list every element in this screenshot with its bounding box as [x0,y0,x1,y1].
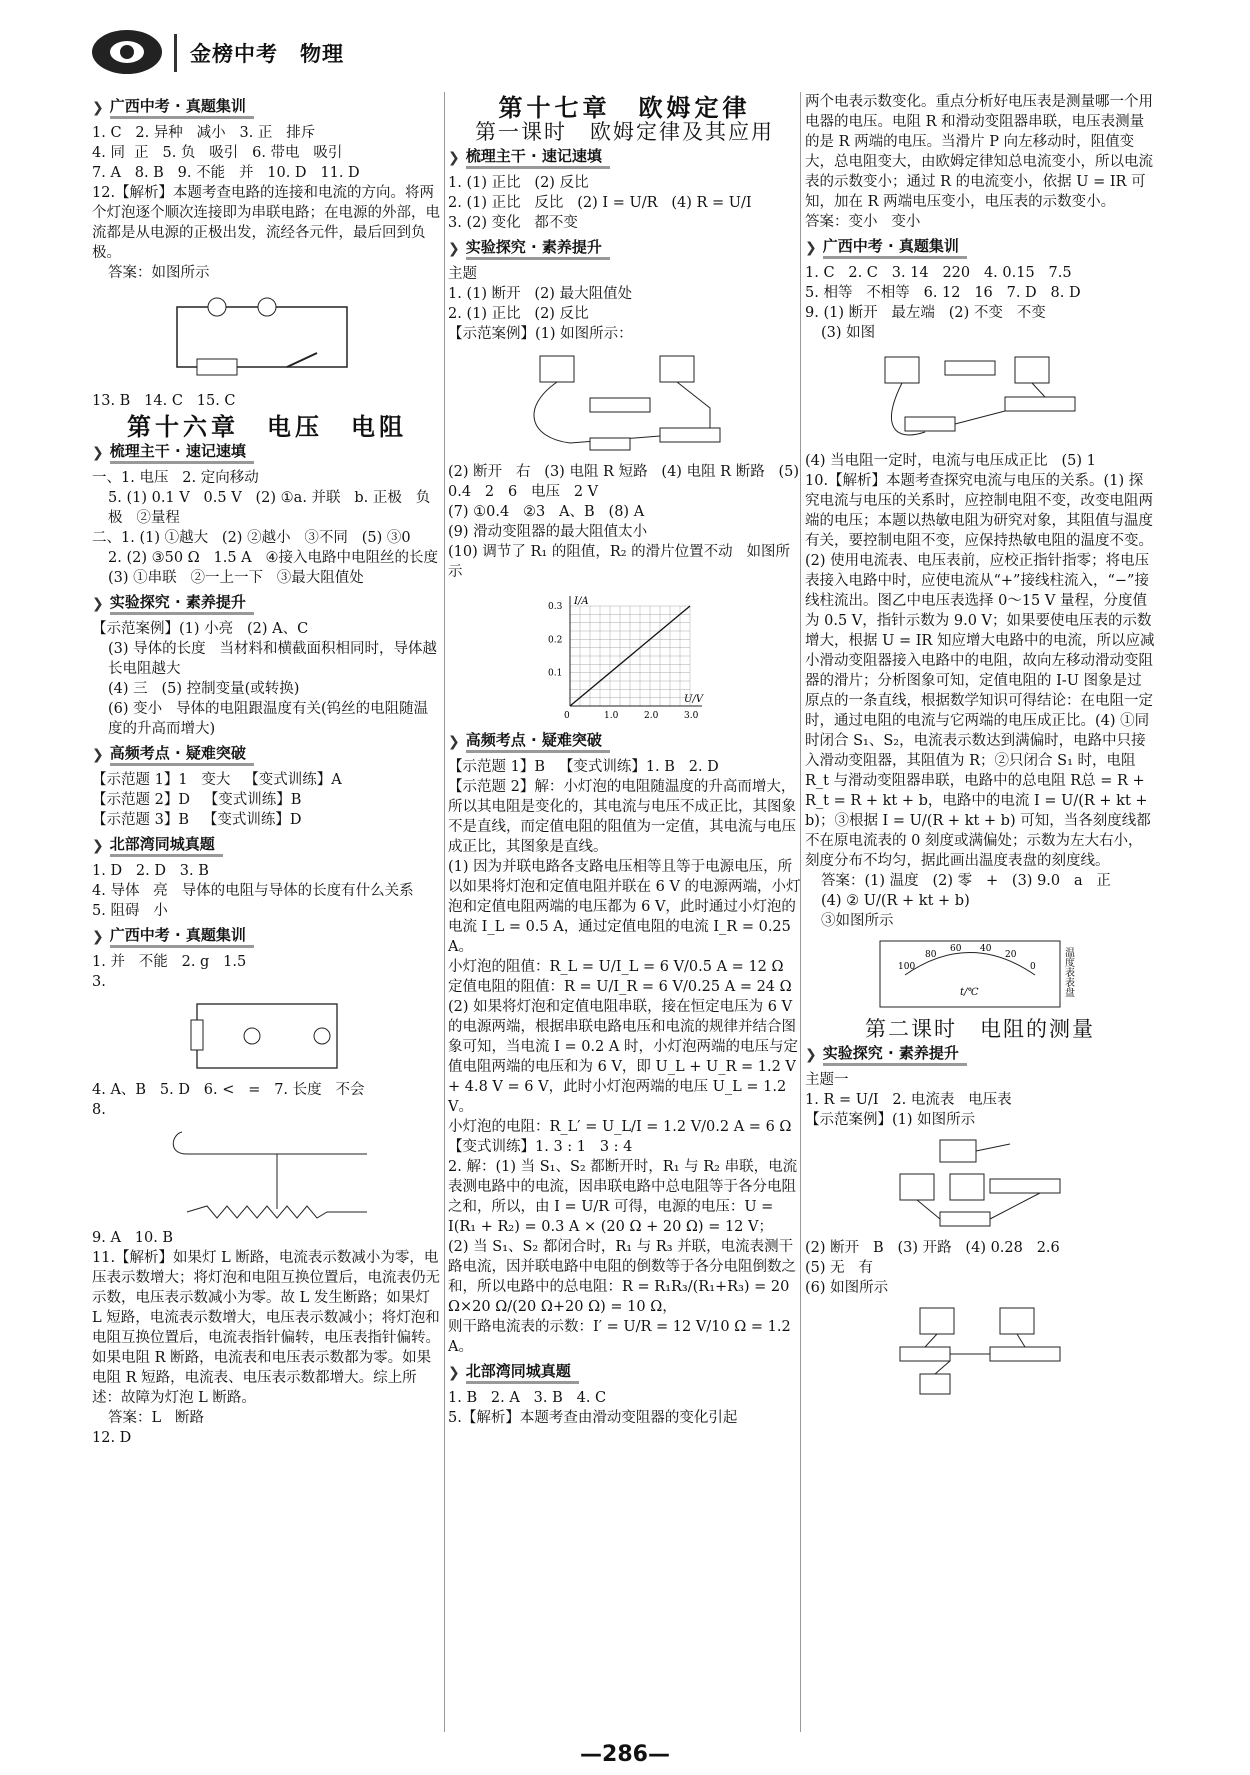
section-heading: ❯ 广西中考 · 真题集训 [92,925,442,948]
answer-line: 1. B 2. A 3. B 4. C [448,1390,607,1406]
answer-line: 【变式训练】1. 3 : 1 3 : 4 [448,1139,633,1155]
answer-line: 主题一 [805,1072,849,1088]
section-heading: ❯ 梳理主干 · 速记速填 [448,146,801,169]
column-3 [805,92,1155,1406]
chevron-icon: ❯ [92,595,104,612]
experiment-circuit-figure [880,1134,1080,1234]
temperature-dial-figure [850,935,1110,1015]
answer-line: 一、1. 电压 2. 定向移动 [92,470,259,486]
section-heading: ❯ 广西中考 · 真题集训 [805,236,1155,259]
chapter-title: 第十六章 电压 电阻 [127,413,407,441]
answer-line: 3. [92,974,106,990]
x-axis-label: U/V [683,694,703,705]
answer-line: (6) 如图所示 [805,1280,889,1296]
chevron-icon: ❯ [448,240,460,257]
answer-line: 8. [92,1102,106,1118]
answer-line: 主题 [448,266,477,282]
experiment-circuit-figure [865,347,1095,447]
section-heading: ❯ 北部湾同城真题 [92,834,442,857]
dial-tick-label: 20 [1005,950,1017,960]
answer-line: (6) 变小 导体的电阻跟温度有关(钨丝的电阻随温度的升高而增大) [108,701,429,737]
experiment-circuit-figure [880,1302,1080,1402]
answer-line: 答案：如图所示 [108,265,210,281]
formula-line: 小灯泡的阻值：R_L = U/I_L = 6 V/0.5 A = 12 Ω [448,959,784,975]
explanation: 2. 解：(1) 当 S₁、S₂ 都断开时，R₁ 与 R₂ 串联，电流表测电路中的电流，因串联电路中总电阻等于各分电阻之和，所以，由 I = U/R 可得，电源的电压：U = I(R₁ + R₂) = 0.3 A × (20 Ω + 20 Ω) = 12 V； [448,1159,798,1235]
slide-rheostat-diagram [147,1124,387,1224]
chevron-icon: ❯ [92,928,104,945]
answer-line: 1. D 2. D 3. B [92,863,209,879]
answer-line: (4) 三 (5) 控制变量(或转换) [108,681,300,697]
iu-graph [540,586,710,726]
x-tick-label: 3.0 [683,711,698,721]
page-header [92,30,422,76]
answer-line: 4. 导体 亮 导体的电阻与导体的长度有什么关系 [92,883,414,899]
lesson-title: 第二课时 电阻的测量 [865,1017,1095,1041]
answer-line: 5. 相等 不相等 6. 12 16 7. D 8. D [805,285,1081,301]
explanation: 11.【解析】如果灯 L 断路，电流表示数减小为零，电压表示数增大；将灯泡和电阻互换位置后，电流表仍无示数，电压表示数减小为零。故 L 发生断路；如果灯 L 短路，电流表示数增大，电压表示数减小；将灯泡和电阻互换位置后，电流表指针偏转，电压表指针偏转。如果电阻 R 断路，电流表和电压表示数都为零。如果电阻 R 短路，电流表、电压表示数都增大。综上所述：故障为灯泡 L 断路。 [92,1250,440,1406]
answer-line: (5) 无 有 [805,1260,873,1276]
chevron-icon: ❯ [805,239,817,256]
answer-line: (2) 断开 右 (3) 电阻 R 短路 (4) 电阻 R 断路 (5) 0.4 2 6 电压 2 V [448,464,804,500]
section-heading: ❯ 实验探究 · 素养提升 [92,592,442,615]
answer-line: (3) 导体的长度 当材料和横截面积相同时，导体越长电阻越大 [108,641,437,677]
answer-line: 4. 同 正 5. 负 吸引 6. 带电 吸引 [92,145,343,161]
answer-line: 答案：L 断路 [108,1410,204,1426]
series-circuit-figure [157,287,377,387]
chevron-icon: ❯ [805,1046,817,1063]
column-1 [92,92,442,1448]
chevron-icon: ❯ [448,733,460,750]
answer-line: 12. D [92,1430,132,1446]
answer-line: 二、1. (1) ①越大 (2) ②越小 ③不同 (5) ③0 [92,530,411,546]
answer-line: 1. 并 不能 2. g 1.5 [92,954,247,970]
page-number: —286— [580,1742,670,1767]
x-tick-label: 2.0 [643,711,658,721]
dial-tick-label: 100 [898,962,916,972]
answer-line: 【示范案例】(1) 如图所示 [805,1112,976,1128]
experiment-circuit-figure [510,348,740,458]
answer-line: 3. (2) 变化 都不变 [448,215,578,231]
answer-line: 答案：变小 变小 [805,214,921,230]
answer-line: 13. B 14. C 15. C [92,393,236,409]
section-heading: ❯ 实验探究 · 素养提升 [448,237,801,260]
answer-line: (7) ①0.4 ②3 A、B (8) A [448,504,645,520]
section-heading: ❯ 广西中考 · 真题集训 [92,96,442,119]
answer-line: 【示范题 1】B 【变式训练】1. B 2. D [448,759,719,775]
header-title: 金榜中考 物理 [190,42,344,66]
answer-line: 1. (1) 断开 (2) 最大阻值处 [448,286,633,302]
y-tick-label: 0.1 [547,668,562,679]
answer-line: 1. C 2. C 3. 14 220 4. 0.15 7.5 [805,265,1072,281]
header-divider [174,34,177,72]
explanation: 【示范题 2】解：小灯泡的电阻随温度的升高而增大，所以其电阻是变化的，其电流与电压不成正比，其图象不是直线，而定值电阻的阻值为一定值，其电流与电压成正比，其图象是直线。 [448,779,796,855]
answer-line: 【示范题 2】D 【变式训练】B [92,792,302,808]
circuit-diagram [177,996,357,1076]
y-axis-label: I/A [573,596,589,607]
x-tick-label: 0 [563,711,570,721]
answer-line: ③如图所示 [821,913,894,929]
answer-line: (9) 滑动变阻器的最大阻值太小 [448,524,648,540]
explanation: 两个电表示数变化。重点分析好电压表是测量哪一个用电器的电压。电阻 R 和滑动变阻器串联，电压表测量的是 R 两端的电压。当滑片 P 向左移动时，阻值变大，总电阻变大，由欧姆定律知总电流变小，所以电流表的示数变小；通过 R 的电流变小，依据 U = IR 可知，加在 R 两端电压变小，电压表的示数变小。 [805,94,1153,210]
column-2 [448,92,804,1428]
answer-line: 1. R = U/I 2. 电流表 电压表 [805,1092,1012,1108]
formula-line: 则干路电流表的示数：I′ = U/R = 12 V/10 Ω = 1.2 A。 [448,1319,796,1355]
section-heading: ❯ 高频考点 · 疑难突破 [92,743,442,766]
answer-line: 【示范题 3】B 【变式训练】D [92,812,302,828]
answer-line: 1. (1) 正比 (2) 反比 [448,175,589,191]
answer-line: 5. 阻碍 小 [92,903,168,919]
answer-line: (10) 调节了 R₁ 的阻值，R₂ 的滑片位置不动 如图所示 [448,544,790,580]
explanation: (2) 如果将灯泡和定值电阻串联，接在恒定电压为 6 V 的电源两端，根据串联电路电压和电流的规律并结合图象可知，当电流 I = 0.2 A 时，小灯泡两端的电压与定值电阻两端的电压和为 6 V，即 U_L + U_R = 1.2 V + 4.8 V = 6 V，此时小灯泡两端的电压 U_L = 1.2 V。 [448,999,801,1115]
y-tick-label: 0.3 [547,602,562,612]
chevron-icon: ❯ [92,746,104,763]
section-heading: ❯ 实验探究 · 素养提升 [805,1043,1155,1066]
explanation: 5.【解析】本题考查由滑动变阻器的变化引起 [448,1410,738,1426]
chevron-icon: ❯ [448,1364,460,1381]
answer-line: 9. (1) 断开 最左端 (2) 不变 不变 [805,305,1046,321]
dial-tick-label: 80 [925,950,937,960]
answer-line: (3) 如图 [821,325,876,341]
answer-line: (4) 当电阻一定时，电流与电压成正比 (5) 1 [805,453,1096,469]
answer-line: 4. A、B 5. D 6. < = 7. 长度 不会 [92,1082,365,1098]
explanation: (2) 当 S₁、S₂ 都闭合时，R₁ 与 R₃ 并联，电流表测干路电流，因并联电路中电阻的倒数等于各分电阻倒数之和，所以电路中的总电阻：R = R₁R₃/(R₁+R₃) = 20 Ω×20 Ω/(20 Ω+20 Ω) = 10 Ω， [448,1239,796,1315]
formula-line: 小灯泡的电阻：R_L′ = U_L/I = 1.2 V/0.2 A = 6 Ω [448,1119,792,1135]
section-heading: ❯ 高频考点 · 疑难突破 [448,730,801,753]
answer-line: 7. A 8. B 9. 不能 并 10. D 11. D [92,165,360,181]
explanation: 12.【解析】本题考查电路的连接和电流的方向。将两个灯泡逐个顺次连接即为串联电路；在电源的外部，电流都是从电源的正极出发，流经各元件，最后回到负极。 [92,185,440,261]
section-heading: ❯ 北部湾同城真题 [448,1361,801,1384]
column-divider [444,92,445,1732]
chevron-icon: ❯ [448,149,460,166]
answer-line: 【示范题 1】1 变大 【变式训练】A [92,772,342,788]
chevron-icon: ❯ [92,99,104,116]
answer-line: 答案：(1) 温度 (2) 零 + (3) 9.0 a 正 [821,873,1111,889]
dial-tick-label: 0 [1030,962,1036,972]
y-tick-label: 0.2 [547,635,562,646]
answer-line: 2. (1) 正比 反比 (2) I = U/R (4) R = U/I [448,195,752,211]
answer-line: 2. (2) ③50 Ω 1.5 A ④接入电路中电阻丝的长度 [108,550,438,566]
answer-line: (4) ② U/(R + kt + b) [821,893,970,909]
answer-line: 【示范案例】(1) 如图所示： [448,326,633,342]
explanation: 10.【解析】本题考查探究电流与电压的关系。(1) 探究电流与电压的关系时，应控制电阻不变，改变电阻两端的电压；本题以热敏电阻为研究对象，其阻值与温度有关，要控制电阻不变，应保持热敏电阻的温度不变。(2) 使用电流表、电压表前，应校正指针指零；将电压表接入电路中时，应使电流从“+”接线柱流入，“−”接线柱流出。图乙中电压表选择 0～15 V 量程，分度值为 0.5 V，指针示数为 9.0 V；如果要使电压表的示数增大，根据 U = IR 知应增大电路中的电流，所以应减小滑动变阻器接入电路中的电阻，故向左移动滑动变阻器的滑片；分析图象可知，定值电阻的 I-U 图象是过原点的一条直线，根据数学知识可得结论：在电阻一定时，通过电阻的电流与它两端的电压成正比。(4) ①同时闭合 S₁、S₂，电流表示数达到满偏时，电路中只接入滑动变阻器，其阻值为 R；②只闭合 S₁ 时，电阻 R_t 与滑动变阻器串联，电路中的总电阻 R总 = R + R_t = R + kt + b，电路中的电流 I = U/(R + kt + b)；③根据 I = U/(R + kt + b) 可知，当各刻度线都不在原电流表的 0 刻度或满偏处；示数为左大右小，刻度分布不均匀，据此画出温度表盘的刻度线。 [805,473,1155,869]
chapter-title: 第十七章 欧姆定律 [498,94,751,122]
answer-line: (2) 断开 B (3) 开路 (4) 0.28 2.6 [805,1240,1060,1256]
chevron-icon: ❯ [92,837,104,854]
answer-line: 【示范案例】(1) 小亮 (2) A、C [92,621,309,637]
lesson-title: 第一课时 欧姆定律及其应用 [475,120,774,144]
dial-tick-label: 60 [950,944,962,954]
explanation: (1) 因为并联电路各支路电压相等且等于电源电压，所以如果将灯泡和定值电阻并联在 6 V 的电源两端，小灯泡和定值电阻两端的电压都为 6 V，此时通过小灯泡的电流 I_L = 0.5 A，通过定值电阻的电流 I_R = 0.25 A。 [448,859,801,955]
answer-line: (3) ①串联 ②一上一下 ③最大阻值处 [108,570,364,586]
answer-line: 5. (1) 0.1 V 0.5 V (2) ①a. 并联 b. 正极 负极 ②量程 [108,490,431,526]
dial-tick-label: 40 [980,944,992,954]
formula-line: 定值电阻的阻值：R = U/I_R = 6 V/0.25 A = 24 Ω [448,979,792,995]
answer-line: 2. (1) 正比 (2) 反比 [448,306,589,322]
x-tick-label: 1.0 [603,711,618,721]
dial-label: 温度表表盘 [1062,947,1074,997]
publisher-logo [92,30,162,74]
answer-line: 1. C 2. 异种 减小 3. 正 排斥 [92,125,316,141]
answer-line: 9. A 10. B [92,1230,174,1246]
chevron-icon: ❯ [92,444,104,461]
section-heading: ❯ 梳理主干 · 速记速填 [92,441,442,464]
dial-unit: t/℃ [960,987,979,998]
